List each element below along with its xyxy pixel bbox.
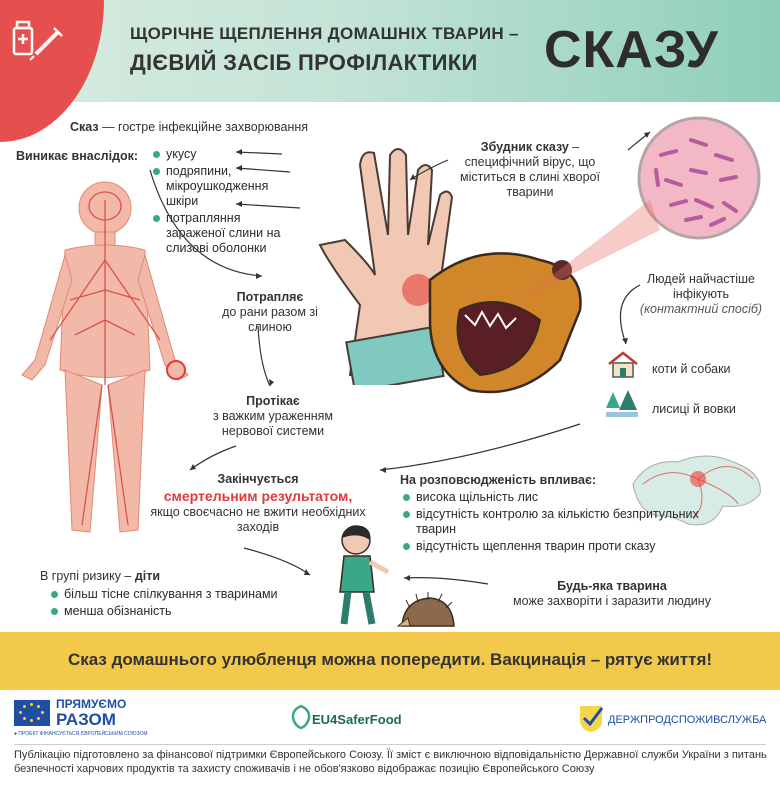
- ends-red: смертельним результатом,: [163, 488, 353, 504]
- eu-flag-icon: [14, 700, 50, 726]
- causes-title: Виникає внаслідок:: [16, 149, 139, 163]
- slogan-text: Сказ домашнього улюбленця можна попередити. Вакцинація – рятує життя!: [67, 650, 713, 669]
- state-service-logo: ДЕРЖПРОДСПОЖИВСЛУЖБА: [608, 714, 767, 726]
- list-item: потрапляння зараженої слини на слизові оболонки: [152, 211, 282, 256]
- list-item: висока щільність лис: [402, 490, 702, 505]
- list-item: відсутність контролю за кількістю безпритульних тварин: [402, 507, 702, 537]
- footer-disclaimer: Публікацію підготовлено за фінансової підтримки Європейського Союзу. Її зміст є виключною відповідальністю Державної служби України з питань безпечності харчових продуктів та захисту споживачів і не обов'язково відображає позицію Європейського Союзу: [14, 749, 767, 775]
- state-service-shield-icon: [576, 702, 606, 734]
- eu-logo-line2: РАЗОМ: [56, 710, 116, 729]
- carrier-item-wild: лисиці й вовки: [652, 402, 736, 416]
- title-big: СКАЗУ: [544, 21, 719, 79]
- carrier-item-pets: коти й собаки: [652, 362, 731, 376]
- ends-title: Закінчується: [217, 472, 299, 486]
- carriers-title: Людей найчастіше інфікують: [646, 272, 756, 301]
- list-item: менша обізнаність: [50, 604, 330, 619]
- ends-text: якщо своєчасно не вжити необхідних заходів: [150, 505, 366, 534]
- carriers-note: (контактний спосіб): [639, 302, 763, 316]
- list-item: укусу: [152, 147, 282, 162]
- enters-title: Потрапляє: [236, 290, 304, 304]
- eu-logo-line1: ПРЯМУЄМО: [56, 697, 127, 711]
- footer-divider: [14, 744, 766, 745]
- title-line1: ЩОРІЧНЕ ЩЕПЛЕННЯ ДОМАШНІХ ТВАРИН –: [130, 24, 519, 43]
- list-item: більш тісне спілкування з тваринами: [50, 587, 330, 602]
- enters-text: до рани разом зі слиною: [222, 305, 318, 334]
- title-line2: ДІЄВИЙ ЗАСІБ ПРОФІЛАКТИКИ: [130, 50, 478, 75]
- proceeds-text: з важким ураженням нервової системи: [212, 409, 334, 438]
- proceeds-title: Протікає: [246, 394, 300, 408]
- risk-highlight: діти: [134, 569, 161, 583]
- intro-definition: — гостре інфекційне захворювання: [98, 120, 309, 134]
- anyanimal-text: може захворіти і заразити людину: [513, 594, 711, 608]
- spread-title: На розповсюдженість впливає:: [400, 473, 597, 487]
- intro-term: Сказ: [70, 120, 99, 134]
- list-item: відсутність щеплення тварин проти сказу: [402, 539, 702, 554]
- pathogen-desc: – специфічний вірус, що міститься в слині хворої тварини: [460, 140, 600, 199]
- eu4saferfood-logo-icon: [290, 704, 312, 730]
- eu-logo-small: ● ПРОЕКТ ФІНАНСУЄТЬСЯ ЄВРОПЕЙСЬКИМ СОЮЗОМ: [14, 731, 148, 737]
- list-item: подряпини, мікроушкодження шкіри: [152, 164, 282, 209]
- risk-title-text: В групі ризику –: [40, 569, 135, 583]
- pathogen-title: Збудник сказу: [480, 140, 569, 154]
- anyanimal-title: Будь-яка тварина: [557, 579, 667, 593]
- eu4saferfood-logo: EU4SaferFood: [312, 712, 402, 727]
